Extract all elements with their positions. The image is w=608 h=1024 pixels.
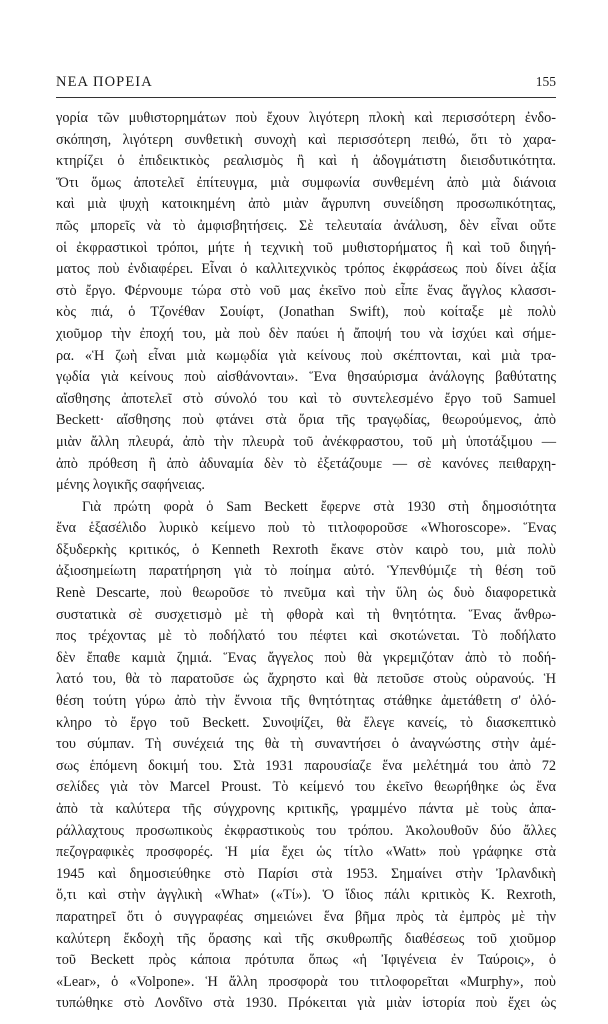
- text-line: συστατικὰ σὲ συσχετισμὸ μὲ τὴ φθορὰ καὶ τὴ θνητότητα. Ἕνας ἄνθρω-: [56, 606, 556, 623]
- text-line: ὅ,τι καὶ στὴν ἀγγλικὴ «What» («Τί»). Ὁ ἴδιος πάλι κριτικὸς Κ. Rexroth,: [56, 887, 556, 904]
- text-line: κὸς πιά, ὁ Τζονέθαν Σουίφτ, (Jonathan Swift), ποὺ κοίταξε μὲ πολὺ: [56, 304, 556, 321]
- text-line: γορία τῶν μυθιστορημάτων ποὺ ἔχουν λιγότερη πλοκὴ καὶ περισσότερη ἐνδο-: [56, 110, 556, 126]
- journal-title: ΝΕΑ ΠΟΡΕΙΑ: [56, 74, 153, 90]
- text-line: ρα. «Ἡ ζωὴ εἶναι μιὰ κωμῳδία γιὰ κείνους ποὺ σκέπτονται, καὶ μιὰ τρα-: [56, 347, 556, 364]
- text-line: κτηρίζει ὁ ἐπιδεικτικὸς ρεαλισμὸς ἢ καὶ ἡ ἀδογμάτιστη διεισδυτικότητα.: [56, 153, 556, 170]
- text-line: μένης λογικῆς σαφήνειας.: [56, 477, 205, 494]
- text-line: στὸ ἔργο. Φέρνουμε τώρα στὸ νοῦ μας ἐκεῖνο ποὺ εἶπε ἕνας ἄγγλος κλασσι-: [56, 282, 556, 299]
- text-line: σως ἑπόμενη δοκιμή του. Στὰ 1931 παρουσίαζε ἕνα μελέτημά του ἀπὸ 72: [56, 757, 556, 774]
- text-line: ἀξιοσημείωτη παρατήρηση γιὰ τὸ ποίημα αὐτό. Ὑπενθύμιζε τὴ θέση τοῦ: [56, 563, 556, 580]
- text-line: χιοῦμορ τὴν ἐποχή του, μὰ ποὺ δὲν παύει ἡ ἄποψή του νὰ ἰσχύει καὶ σήμε-: [56, 325, 556, 342]
- text-line: ράλλαχτους προσωπικοὺς ἐκφραστικοὺς του τρόπου. Ἀκολουθοῦν δύο ἄλλες: [56, 822, 556, 839]
- text-line: τυπώθηκε στὸ Λονδῖνο στὰ 1930. Πρόκειται γιὰ μιὰν ἱστορία ποὺ ἔχει ὡς: [56, 995, 556, 1012]
- text-line: σελίδες γιὰ τὸν Marcel Proust. Τὸ κείμενό του ἐκεῖνο θεωρήθηκε ὡς ἕνα: [56, 779, 556, 796]
- text-line: πῶς μπορεῖς νὰ τὸ ἀμφισβητήσεις. Σὲ τελευταία ἀνάλυση, δὲν εἶναι οὔτε: [56, 217, 556, 234]
- text-line: κληρο τὸ ἔργο τοῦ Beckett. Συνοψίζει, θὰ ἔλεγε κανείς, τὸ διασκεπτικὸ: [56, 714, 556, 731]
- text-line: σκόπηση, λιγότερη συνθετικὴ συνοχὴ καὶ περισσότερη πειθώ, ὅτι τὸ χαρα-: [56, 131, 556, 148]
- body-text: [56, 108, 556, 1015]
- text-line: του σύμπαν. Τὴ συνέχειά της θὰ τὴ συναντήσει ὁ ἀναγνώστης στὴν ἀμέ-: [56, 736, 556, 753]
- text-line: πεζογραφικὲς προσφορές. Ἡ μία ἔχει ὡς τίτλο «Watt» ποὺ γράφηκε στὰ: [56, 844, 556, 861]
- text-line: γῳδία γιὰ κείνους ποὺ αἰσθάνονται». Ἕνα θησαύρισμα ἀνάλογης βαθύτατης: [56, 369, 556, 386]
- text-line: μιὰν ἄλλη πλευρά, ἀπὸ τὴν πλευρὰ τοῦ ἀνέκφραστου, τοῦ μὴ ὑποτάξιμου —: [56, 433, 556, 450]
- text-line: καλύτερη ἔκδοχὴ τῆς ὅρασης καὶ τῆς σκυθρωπῆς διαθέσεως τοῦ χιοῦμορ: [56, 930, 556, 947]
- text-line: καὶ μιὰ ψυχὴ κατοικημένη ἀπὸ μιὰν ἄγρυπνη συνείδηση προσωπικότητας,: [56, 196, 556, 213]
- text-line: αἴσθησης ἀποτελεῖ στὸ σύνολό του καὶ τὸ συντελεσμένο ἔργο τοῦ Samuel: [56, 390, 556, 407]
- text-line: ἀπὸ πρόθεση ἢ ἀπὸ ἀδυναμία δὲν τὸ ἐξετάζουμε — σὲ κανόνες πειθαρχη-: [56, 455, 556, 472]
- text-line: ἀπὸ τὰ καλύτερα τῆς σύγχρονης κριτικῆς, γραμμένο πάντα μὲ τοὺς ἀπα-: [56, 801, 556, 817]
- text-line: Ὅτι ὅμως ἀποτελεῖ ἐπίτευγμα, μιὰ συμφωνία συνθεμένη ἀπὸ μιὰ διάνοια: [56, 174, 556, 191]
- text-line: Beckett· αἴσθησης ποὺ φτάνει στὰ ὅρια τῆς τραγῳδίας, θεωρούμενος, ἀπὸ: [56, 412, 556, 429]
- text-line: τοῦ Beckett πρὸς κάποια πρότυπα ὅπως «ἡ Ἰφιγένεια ἐν Ταύροις», ὁ: [56, 952, 556, 969]
- text-line: παρατηρεῖ ὅτι ὁ συγγραφέας σημειώνει ἕνα βῆμα πρὸς τὰ ἐμπρὸς μὲ τὴν: [56, 908, 556, 925]
- text-line: 1945 καὶ δημοσιεύθηκε στὸ Παρίσι στὰ 1953. Σημαίνει στὴν Ἰρλανδικὴ: [56, 865, 556, 882]
- text-line: οἱ ἐκφραστικοὶ τρόποι, μήτε ἡ τεχνικὴ τοῦ μυθιστορήματος ἢ καὶ τοῦ διηγή-: [56, 239, 556, 256]
- header-rule: [56, 97, 556, 98]
- text-line: θέση τούτη γύρω ἀπὸ τὴν ἔννοια τῆς θνητότητας στάθηκε ἀμετάθετη σ' ὁλό-: [56, 693, 556, 710]
- text-line: ἕνα ἑξασέλιδο λυρικὸ κείμενο ποὺ τὸ τιτλοφοροῦσε «Whoroscope». Ἕνας: [56, 520, 556, 537]
- page-number: 155: [535, 74, 556, 89]
- text-line: πος τρέχοντας μὲ τὸ ποδήλατό του πέφτει καὶ σκοτώνεται. Τὸ ποδήλατο: [56, 628, 556, 645]
- text-line: λατό του, θὰ τὸ παρατοῦσε ὡς ἄχρηστο καὶ θὰ πετοῦσε στοὺς οὐρανούς. Ἡ: [56, 671, 556, 688]
- text-line: δὲν ἔπαθε καμιὰ ζημιά. Ἕνας ἄγγελος ποὺ θὰ γκρεμιζόταν ἀπὸ τὸ ποδή-: [56, 649, 556, 666]
- text-line: «Lear», ὁ «Volpone». Ἡ ἄλλη προσφορὰ του τιτλοφορεῖται «Murphy», ποὺ: [56, 973, 556, 990]
- text-line: δξυδερκὴς κριτικός, ὁ Kenneth Rexroth ἔκανε στὸν καιρὸ του, μιὰ πολὺ: [56, 541, 556, 558]
- running-header: [56, 74, 556, 96]
- text-line: ματος ποὺ ἐνδιαφέρει. Εἶναι ὁ καλλιτεχνικὸς τρόπος ἐκφράσεως ποὺ δίνει ἀξία: [56, 261, 556, 278]
- text-line: Γιὰ πρώτη φορὰ ὁ Sam Beckett ἔφερνε στὰ 1930 στὴ δημοσιότητα: [82, 498, 556, 515]
- text-line: Renè Descarte, ποὺ θεωροῦσε τὸ πνεῦμα καὶ τὴν ὕλη ὡς δυὸ διαφορετικὰ: [56, 585, 556, 602]
